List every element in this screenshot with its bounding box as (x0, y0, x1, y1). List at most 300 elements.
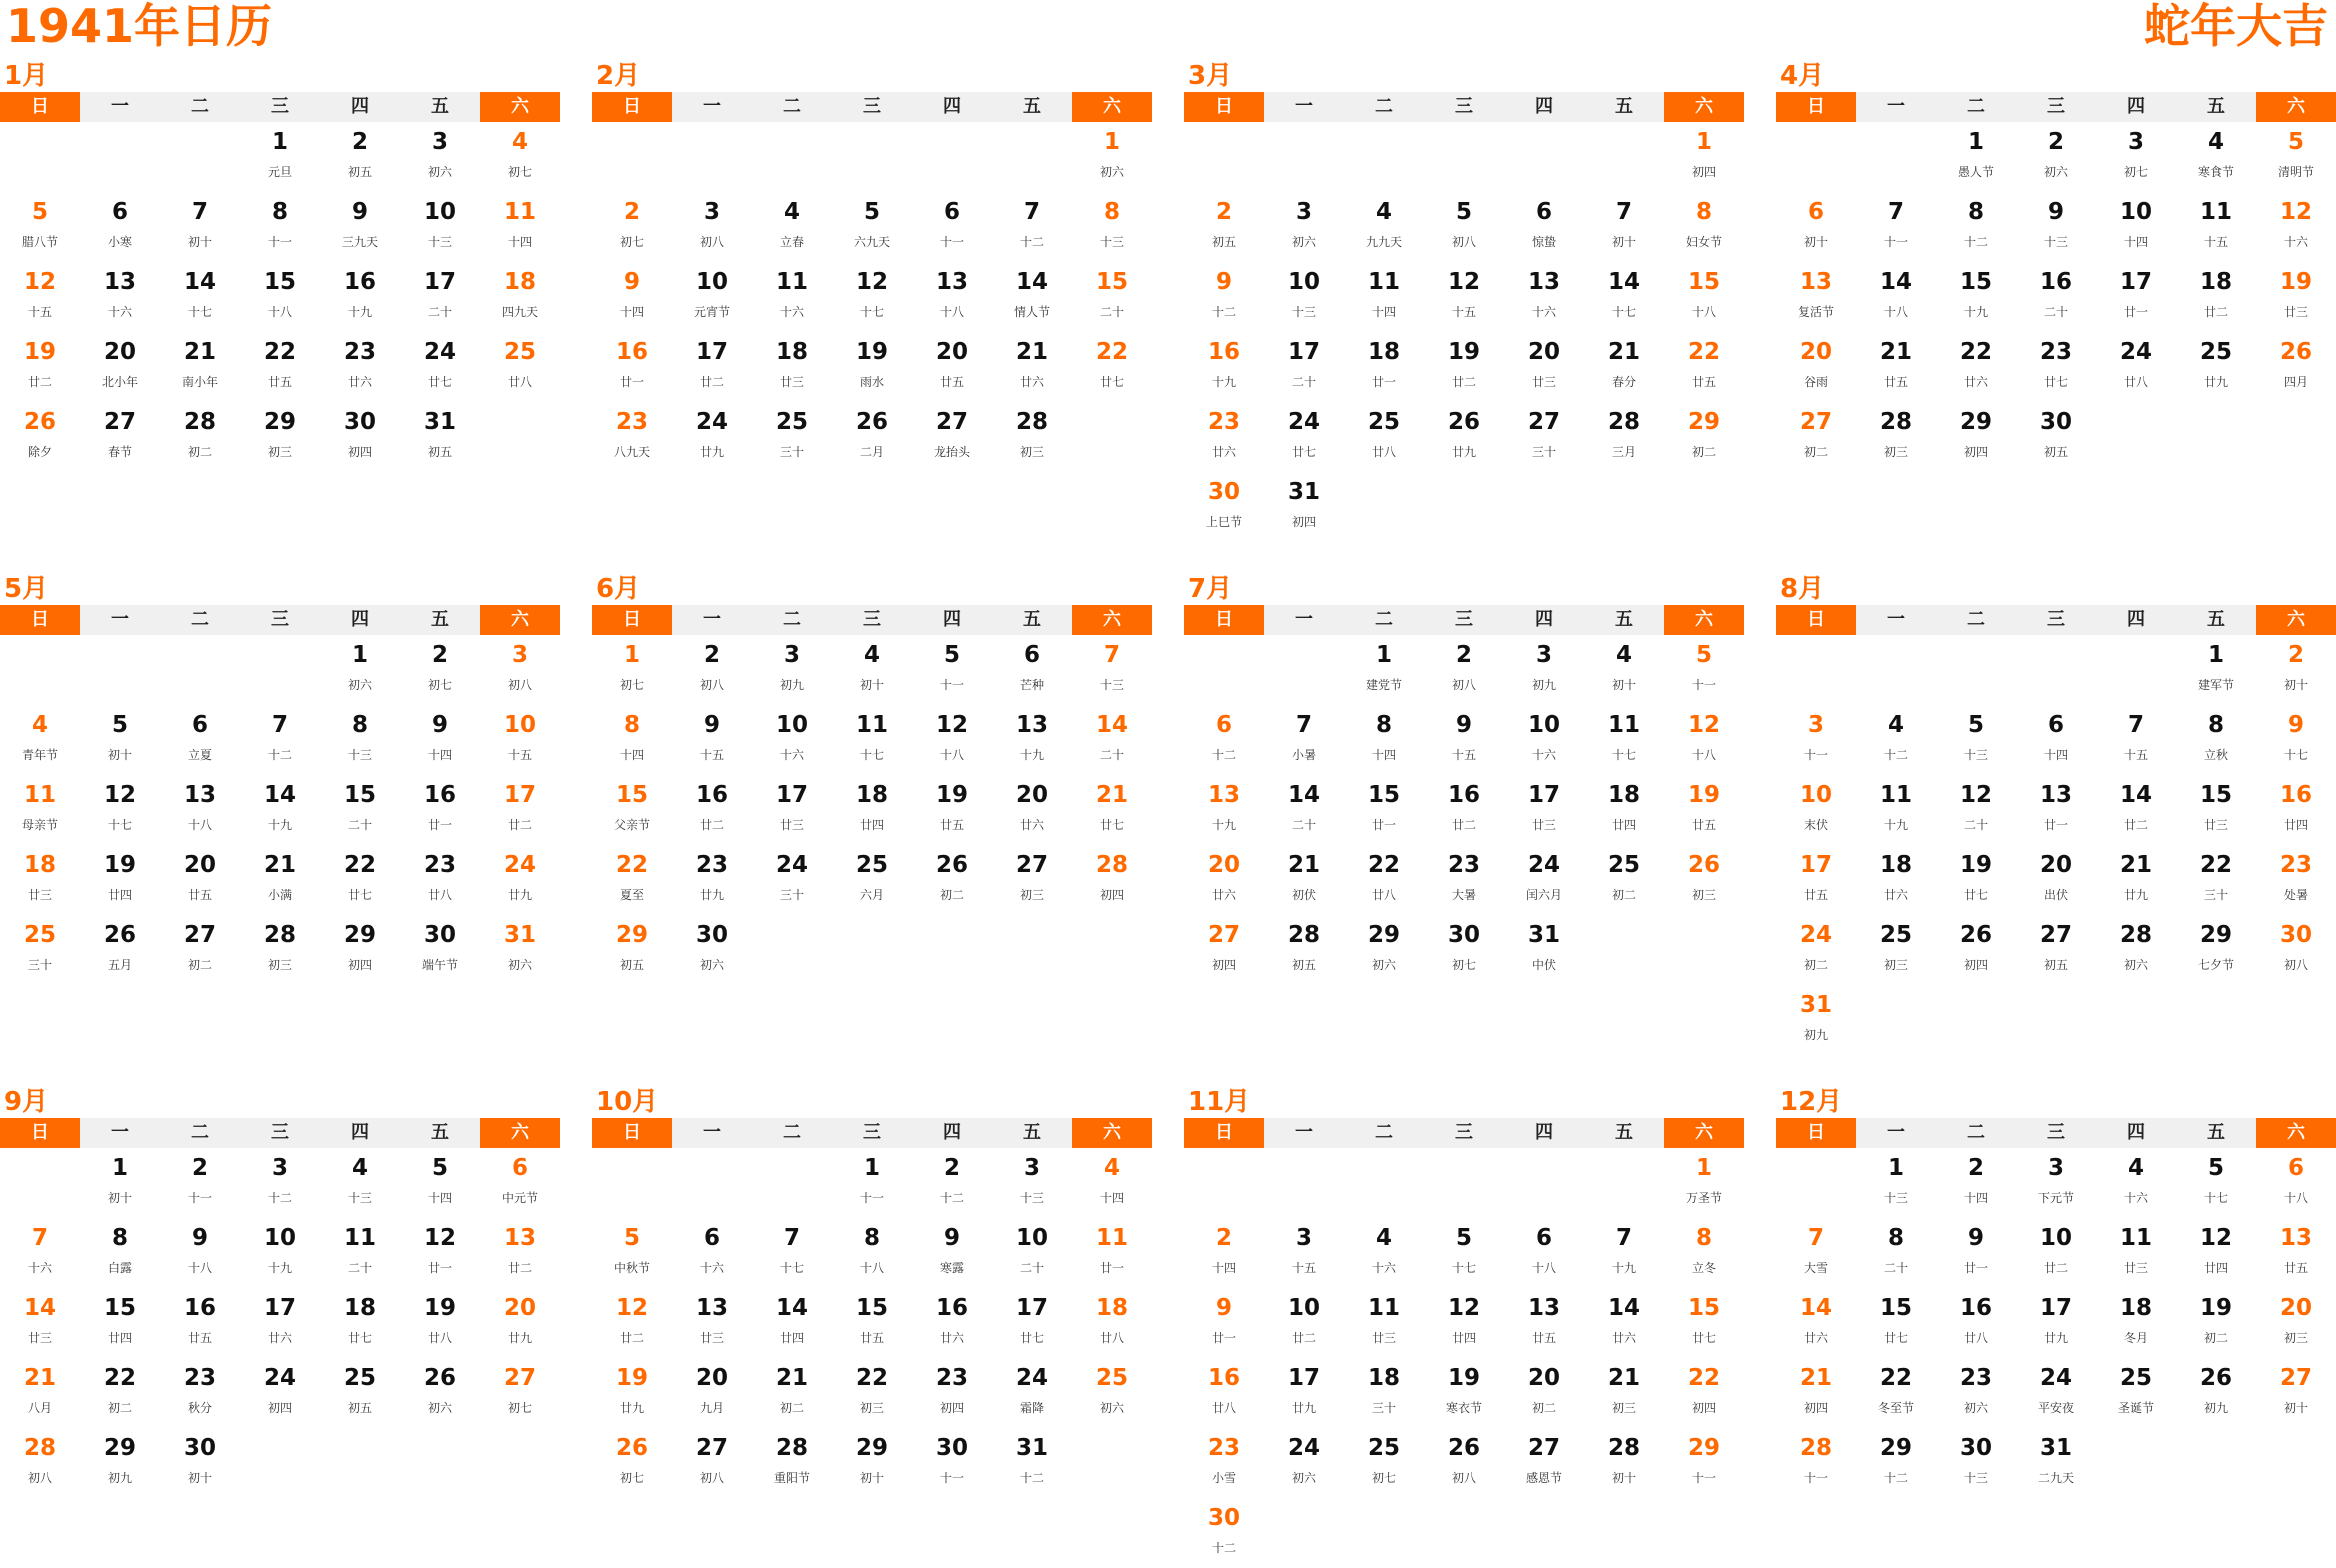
day-cell (2176, 845, 2256, 915)
weekday-label: 六 (2256, 1118, 2336, 1148)
day-number: 28 (775, 1435, 808, 1461)
day-cell (992, 635, 1072, 705)
day-number: 25 (855, 852, 888, 878)
day-number: 20 (183, 852, 216, 878)
lunar-date: 中元节 (501, 1191, 538, 1205)
day-number: 28 (1607, 1435, 1640, 1461)
day-cell (2016, 845, 2096, 915)
day-number: 26 (2279, 339, 2312, 365)
lunar-date: 廿四 (2283, 818, 2308, 832)
day-number: 11 (1095, 1225, 1128, 1251)
lunar-date: 廿六 (1611, 1331, 1636, 1345)
lunar-date: 九月 (699, 1401, 724, 1415)
day-number: 28 (1287, 922, 1320, 948)
lunar-date: 廿一 (2043, 818, 2068, 832)
lunar-date: 腊八节 (21, 235, 58, 249)
weekday-label: 四 (912, 92, 992, 122)
day-cell (320, 1358, 400, 1428)
day-cell (672, 402, 752, 472)
day-number: 6 (511, 1155, 528, 1181)
lunar-date: 九九天 (1365, 235, 1402, 249)
day-number: 22 (615, 852, 648, 878)
lunar-date: 十三 (427, 235, 452, 249)
day-number: 20 (2279, 1295, 2312, 1321)
lunar-date: 母亲节 (21, 818, 58, 832)
lunar-date: 寒食节 (2197, 165, 2234, 179)
lunar-date: 廿四 (779, 1331, 804, 1345)
day-number: 18 (775, 339, 808, 365)
day-cell (1264, 1288, 1344, 1358)
day-number: 30 (1207, 1505, 1240, 1531)
lunar-date: 元旦 (267, 165, 292, 179)
weekday-label: 五 (1584, 92, 1664, 122)
day-cell (1424, 915, 1504, 985)
day-number: 3 (1535, 642, 1552, 668)
day-cell (1184, 1358, 1264, 1428)
day-cell (1664, 402, 1744, 472)
lunar-date: 初七 (427, 678, 452, 692)
day-number: 27 (1015, 852, 1048, 878)
lunar-date: 重阳节 (773, 1471, 810, 1485)
day-cell (1344, 262, 1424, 332)
lunar-date: 处暑 (2283, 888, 2308, 902)
day-cell (1264, 1218, 1344, 1288)
lunar-date: 二九天 (2037, 1471, 2074, 1485)
lunar-date: 廿二 (699, 818, 724, 832)
lunar-date: 十一 (859, 1191, 884, 1205)
weekday-label: 四 (2096, 1118, 2176, 1148)
day-number: 3 (703, 199, 720, 225)
lunar-date: 冬月 (2123, 1331, 2148, 1345)
day-cell (1856, 1148, 1936, 1218)
weekday-label: 一 (672, 605, 752, 635)
lunar-date: 十二 (267, 748, 292, 762)
day-cell (912, 192, 992, 262)
lunar-date: 十七 (859, 748, 884, 762)
day-cell (1424, 705, 1504, 775)
day-cell (992, 1358, 1072, 1428)
lunar-date: 十八 (939, 305, 964, 319)
day-number: 15 (1367, 782, 1400, 808)
weekday-label: 三 (2016, 605, 2096, 635)
day-number: 24 (1527, 852, 1560, 878)
day-number: 17 (695, 339, 728, 365)
lunar-date: 初九 (1531, 678, 1556, 692)
day-cell (1776, 845, 1856, 915)
lunar-date: 末伏 (1803, 818, 1828, 832)
lunar-date: 大雪 (1803, 1261, 1828, 1275)
lunar-date: 十一 (1803, 1471, 1828, 1485)
day-number: 25 (1095, 1365, 1128, 1391)
weekday-label: 一 (1264, 605, 1344, 635)
day-cell (80, 845, 160, 915)
weekday-label: 六 (1664, 605, 1744, 635)
day-cell (992, 192, 1072, 262)
day-cell (2176, 1288, 2256, 1358)
day-cell (1584, 635, 1664, 705)
day-number: 5 (431, 1155, 448, 1181)
day-cell (1504, 775, 1584, 845)
lunar-date: 廿五 (2283, 1261, 2308, 1275)
day-cell (160, 262, 240, 332)
day-cell (752, 775, 832, 845)
lunar-date: 小暑 (1291, 748, 1316, 762)
lunar-date: 十七 (779, 1261, 804, 1275)
lunar-date: 十七 (2283, 748, 2308, 762)
lunar-date: 廿四 (1451, 1331, 1476, 1345)
day-number: 13 (1015, 712, 1048, 738)
day-cell (320, 635, 400, 705)
day-cell (832, 775, 912, 845)
day-number: 4 (31, 712, 48, 738)
day-number: 14 (183, 269, 216, 295)
lunar-date: 初五 (347, 1401, 372, 1415)
lunar-date: 龙抬头 (933, 445, 970, 459)
day-cell (1936, 1358, 2016, 1428)
lunar-date: 廿一 (427, 818, 452, 832)
day-cell (672, 262, 752, 332)
day-number: 10 (2119, 199, 2152, 225)
day-number: 7 (271, 712, 288, 738)
day-cell (1664, 1358, 1744, 1428)
day-cell (1264, 472, 1344, 542)
lunar-date: 初十 (859, 1471, 884, 1485)
lunar-date: 廿三 (27, 888, 52, 902)
day-number: 27 (103, 409, 136, 435)
lunar-date: 廿八 (1099, 1331, 1124, 1345)
day-cell (0, 915, 80, 985)
lunar-date: 十八 (1691, 305, 1716, 319)
day-number: 10 (1287, 269, 1320, 295)
lunar-date: 十三 (1099, 235, 1124, 249)
day-number: 11 (855, 712, 888, 738)
day-cell (160, 192, 240, 262)
day-cell (2176, 915, 2256, 985)
weekday-label: 三 (1424, 605, 1504, 635)
lunar-date: 初十 (2283, 1401, 2308, 1415)
lunar-date: 初五 (347, 165, 372, 179)
day-number: 21 (775, 1365, 808, 1391)
day-number: 7 (1887, 199, 1904, 225)
day-cell (1584, 705, 1664, 775)
lunar-date: 十一 (1691, 1471, 1716, 1485)
day-number: 28 (2119, 922, 2152, 948)
day-cell (1072, 635, 1152, 705)
day-number: 10 (1015, 1225, 1048, 1251)
lunar-date: 十三 (1963, 1471, 1988, 1485)
weekday-label: 二 (1344, 605, 1424, 635)
day-cell (1264, 262, 1344, 332)
day-number: 3 (2047, 1155, 2064, 1181)
day-cell (1936, 1148, 2016, 1218)
day-number: 1 (1375, 642, 1392, 668)
day-number: 1 (1103, 129, 1120, 155)
weekday-label: 五 (400, 605, 480, 635)
day-cell (2176, 192, 2256, 262)
lunar-date: 妇女节 (1685, 235, 1722, 249)
day-cell (1072, 775, 1152, 845)
weekday-label: 二 (1344, 92, 1424, 122)
day-cell (2176, 705, 2256, 775)
day-cell (2096, 705, 2176, 775)
lunar-date: 十五 (1291, 1261, 1316, 1275)
lunar-date: 立夏 (187, 748, 212, 762)
day-cell (592, 402, 672, 472)
day-number: 19 (1447, 339, 1480, 365)
day-cell (2176, 1358, 2256, 1428)
weekday-label: 四 (1504, 605, 1584, 635)
lunar-date: 十八 (859, 1261, 884, 1275)
lunar-date: 初八 (699, 1471, 724, 1485)
weekday-label: 一 (80, 1118, 160, 1148)
lunar-date: 初八 (1451, 1471, 1476, 1485)
day-cell (2016, 1358, 2096, 1428)
lunar-date: 中伏 (1531, 958, 1556, 972)
lunar-date: 廿七 (1019, 1331, 1044, 1345)
lunar-date: 复活节 (1797, 305, 1834, 319)
day-number: 20 (935, 339, 968, 365)
day-number: 9 (431, 712, 448, 738)
lunar-date: 十三 (347, 1191, 372, 1205)
day-number: 21 (1095, 782, 1128, 808)
day-number: 18 (1879, 852, 1912, 878)
day-number: 6 (111, 199, 128, 225)
day-cell (752, 1358, 832, 1428)
lunar-date: 二十 (1963, 818, 1988, 832)
lunar-date: 十八 (187, 1261, 212, 1275)
day-cell (1344, 635, 1424, 705)
lunar-date: 五月 (107, 958, 132, 972)
weekday-label: 日 (592, 92, 672, 122)
day-cell (480, 775, 560, 845)
day-cell (160, 1288, 240, 1358)
lunar-date: 十六 (779, 305, 804, 319)
day-number: 2 (191, 1155, 208, 1181)
lunar-date: 初二 (187, 445, 212, 459)
day-cell (592, 775, 672, 845)
day-cell (752, 845, 832, 915)
day-cell (1264, 915, 1344, 985)
day-cell (1424, 775, 1504, 845)
day-cell (2016, 915, 2096, 985)
lunar-date: 十九 (347, 305, 372, 319)
day-cell (1184, 402, 1264, 472)
day-number: 24 (1287, 1435, 1320, 1461)
day-number: 17 (503, 782, 536, 808)
lunar-date: 廿九 (507, 888, 532, 902)
month-name: 5月 (4, 574, 49, 604)
day-number: 18 (2119, 1295, 2152, 1321)
day-cell (1424, 845, 1504, 915)
lunar-date: 十三 (1019, 1191, 1044, 1205)
day-number: 7 (2127, 712, 2144, 738)
lunar-date: 廿二 (507, 818, 532, 832)
lunar-date: 廿一 (1099, 1261, 1124, 1275)
day-cell (1184, 1498, 1264, 1568)
day-number: 4 (2207, 129, 2224, 155)
weekday-label: 二 (1344, 1118, 1424, 1148)
month-name: 11月 (1188, 1087, 1251, 1117)
day-number: 23 (423, 852, 456, 878)
lunar-date: 初二 (1531, 1401, 1556, 1415)
day-cell (160, 1358, 240, 1428)
lunar-date: 二十 (1019, 1261, 1044, 1275)
lunar-date: 廿五 (1691, 375, 1716, 389)
day-cell (832, 1218, 912, 1288)
day-number: 16 (1959, 1295, 1992, 1321)
lunar-date: 初十 (859, 678, 884, 692)
lunar-date: 廿六 (1883, 888, 1908, 902)
lunar-date: 廿一 (1371, 375, 1396, 389)
lunar-date: 初五 (619, 958, 644, 972)
day-cell (80, 1218, 160, 1288)
lunar-date: 十六 (779, 748, 804, 762)
day-cell (1344, 915, 1424, 985)
day-number: 1 (1967, 129, 1984, 155)
weekday-label: 三 (832, 605, 912, 635)
day-cell (1664, 192, 1744, 262)
day-cell (240, 775, 320, 845)
day-cell (912, 705, 992, 775)
day-cell (912, 402, 992, 472)
day-number: 31 (1527, 922, 1560, 948)
day-number: 14 (23, 1295, 56, 1321)
day-number: 9 (623, 269, 640, 295)
weekday-label: 六 (2256, 92, 2336, 122)
day-number: 20 (1207, 852, 1240, 878)
weekday-label: 三 (240, 92, 320, 122)
lunar-date: 初七 (1371, 1471, 1396, 1485)
day-number: 7 (1295, 712, 1312, 738)
day-number: 12 (423, 1225, 456, 1251)
day-number: 12 (1447, 1295, 1480, 1321)
day-number: 30 (1447, 922, 1480, 948)
day-cell (400, 1288, 480, 1358)
day-number: 31 (1287, 479, 1320, 505)
day-cell (2016, 1428, 2096, 1498)
day-number: 15 (1687, 1295, 1720, 1321)
lunar-date: 初八 (2283, 958, 2308, 972)
lunar-date: 十九 (267, 818, 292, 832)
day-number: 27 (1207, 922, 1240, 948)
lunar-date: 中秋节 (613, 1261, 650, 1275)
lunar-date: 初五 (2043, 958, 2068, 972)
day-cell (1584, 192, 1664, 262)
lunar-date: 圣诞节 (2117, 1401, 2154, 1415)
day-cell (1072, 1148, 1152, 1218)
lunar-date: 廿六 (1019, 818, 1044, 832)
lunar-date: 三十 (1371, 1401, 1396, 1415)
weekday-label: 四 (912, 605, 992, 635)
day-number: 13 (695, 1295, 728, 1321)
lunar-date: 廿九 (1451, 445, 1476, 459)
day-cell (1776, 1288, 1856, 1358)
lunar-date: 廿四 (1611, 818, 1636, 832)
lunar-date: 南小年 (181, 375, 218, 389)
weekday-label: 三 (1424, 1118, 1504, 1148)
day-number: 13 (935, 269, 968, 295)
lunar-date: 寒露 (939, 1261, 964, 1275)
day-cell (2256, 915, 2336, 985)
day-number: 1 (2207, 642, 2224, 668)
weekday-label: 五 (992, 1118, 1072, 1148)
weekday-label: 四 (320, 92, 400, 122)
day-cell (1664, 705, 1744, 775)
day-cell (2016, 705, 2096, 775)
day-cell (2096, 122, 2176, 192)
day-cell (240, 1358, 320, 1428)
day-cell (672, 915, 752, 985)
day-number: 15 (103, 1295, 136, 1321)
day-number: 21 (1607, 1365, 1640, 1391)
lunar-date: 廿二 (507, 1261, 532, 1275)
lunar-date: 二月 (859, 445, 884, 459)
day-number: 2 (431, 642, 448, 668)
lunar-date: 初三 (1019, 888, 1044, 902)
day-cell (2096, 1148, 2176, 1218)
day-cell (400, 775, 480, 845)
day-cell (912, 262, 992, 332)
day-number: 15 (2199, 782, 2232, 808)
day-cell (832, 1288, 912, 1358)
day-number: 28 (1799, 1435, 1832, 1461)
lunar-date: 初四 (267, 1401, 292, 1415)
lunar-date: 廿七 (2043, 375, 2068, 389)
lunar-date: 廿七 (1691, 1331, 1716, 1345)
day-number: 6 (1023, 642, 1040, 668)
day-number: 21 (2119, 852, 2152, 878)
lunar-date: 初二 (1803, 445, 1828, 459)
day-number: 26 (1447, 409, 1480, 435)
lunar-date: 七夕节 (2197, 958, 2234, 972)
day-number: 18 (1095, 1295, 1128, 1321)
day-number: 19 (103, 852, 136, 878)
day-number: 11 (1607, 712, 1640, 738)
day-number: 6 (1535, 199, 1552, 225)
day-number: 6 (2287, 1155, 2304, 1181)
lunar-date: 十六 (1531, 305, 1556, 319)
day-number: 12 (2199, 1225, 2232, 1251)
lunar-date: 初五 (1211, 235, 1236, 249)
day-cell (0, 775, 80, 845)
lunar-date: 秋分 (187, 1401, 212, 1415)
lunar-date: 廿五 (859, 1331, 884, 1345)
day-number: 8 (1103, 199, 1120, 225)
day-number: 14 (1287, 782, 1320, 808)
weekday-label: 一 (80, 92, 160, 122)
lunar-date: 十二 (267, 1191, 292, 1205)
lunar-date: 廿七 (347, 888, 372, 902)
day-cell (1664, 1428, 1744, 1498)
day-cell (1664, 262, 1744, 332)
lunar-date: 廿五 (1803, 888, 1828, 902)
day-cell (1184, 192, 1264, 262)
lunar-date: 十三 (1291, 305, 1316, 319)
day-cell (1584, 402, 1664, 472)
day-cell (1776, 192, 1856, 262)
day-number: 23 (1207, 409, 1240, 435)
lunar-date: 初十 (1611, 1471, 1636, 1485)
day-number: 8 (111, 1225, 128, 1251)
day-cell (320, 402, 400, 472)
day-cell (0, 1218, 80, 1288)
lunar-date: 十八 (187, 818, 212, 832)
lunar-date: 二十 (1883, 1261, 1908, 1275)
lunar-date: 十二 (1211, 748, 1236, 762)
lunar-date: 初四 (1803, 1401, 1828, 1415)
day-number: 23 (615, 409, 648, 435)
lunar-date: 十七 (1611, 305, 1636, 319)
